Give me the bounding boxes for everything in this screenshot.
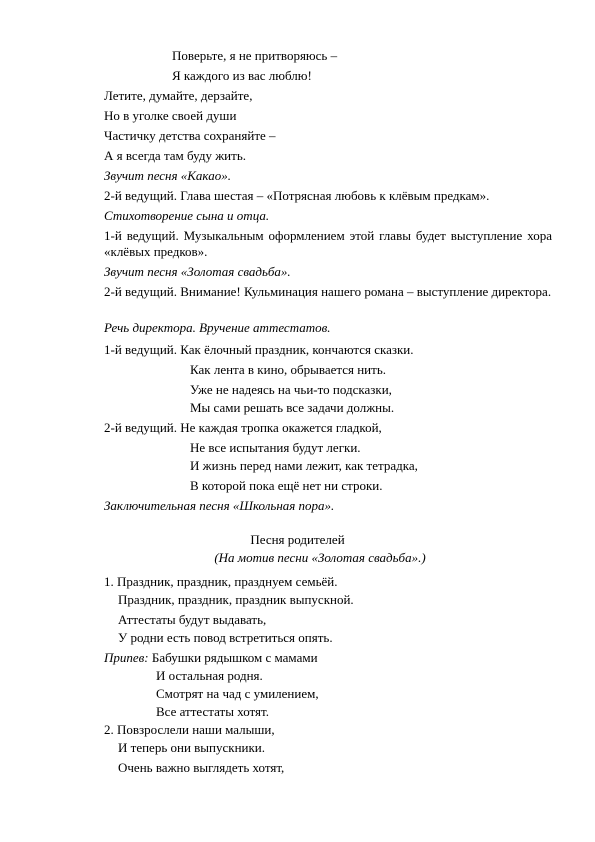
stage-direction: Стихотворение сына и отца. bbox=[104, 208, 270, 223]
chorus-text: Бабушки рядышком с мамами bbox=[148, 650, 318, 665]
poem-line: В которой пока ещё нет ни строки. bbox=[190, 478, 383, 493]
verse-line: У родни есть повод встретиться опять. bbox=[118, 630, 333, 645]
chorus-label: Припев: bbox=[104, 650, 149, 665]
host-label: 1-й ведущий. bbox=[104, 228, 179, 243]
poem-line: Поверьте, я не притворяюсь – bbox=[172, 48, 338, 63]
verse-line: Праздник, праздник, праздник выпускной. bbox=[118, 592, 354, 607]
poem-line: Как лента в кино, обрывается нить. bbox=[190, 362, 386, 377]
poem-line: Но в уголке своей души bbox=[104, 108, 237, 123]
chorus-line: Все аттестаты хотят. bbox=[156, 704, 269, 719]
poem-line: А я всегда там буду жить. bbox=[104, 148, 246, 163]
stage-direction: Заключительная песня «Школьная пора». bbox=[104, 498, 335, 513]
verse-line: 1. Праздник, праздник, празднуем семьёй. bbox=[104, 574, 338, 589]
chorus-line: И остальная родня. bbox=[156, 668, 263, 683]
verse-line: Аттестаты будут выдавать, bbox=[118, 612, 267, 627]
poem-line: Летите, думайте, дерзайте, bbox=[104, 88, 253, 103]
stage-direction: Речь директора. Вручение аттестатов. bbox=[104, 320, 331, 335]
host-label: 2-й ведущий. bbox=[104, 284, 177, 299]
host-text: Музыкальным оформлением этой главы будет выступление хора «клёвых предков». bbox=[104, 228, 552, 259]
verse-line: 2. Повзрослели наши малыши, bbox=[104, 722, 275, 737]
verse-line: Очень важно выглядеть хотят, bbox=[118, 760, 285, 775]
verse-line: И теперь они выпускники. bbox=[118, 740, 266, 755]
poem-line: Мы сами решать все задачи должны. bbox=[190, 400, 395, 415]
poem-line: Уже не надеясь на чьи-то подсказки, bbox=[190, 382, 392, 397]
song-subtitle: (На мотив песни «Золотая свадьба».) bbox=[214, 550, 426, 565]
poem-line: Частичку детства сохраняйте – bbox=[104, 128, 276, 143]
host-line: 2-й ведущий. Не каждая тропка окажется гладкой, bbox=[104, 420, 382, 435]
host-line: 1-й ведущий. Как ёлочный праздник, кончаются сказки. bbox=[104, 342, 414, 357]
host-line: 2-й ведущий. Глава шестая – «Потрясная любовь к клёвым предкам». bbox=[104, 188, 490, 203]
poem-line: И жизнь перед нами лежит, как тетрадка, bbox=[190, 458, 418, 473]
host-paragraph bbox=[104, 284, 552, 300]
poem-line: Я каждого из вас люблю! bbox=[172, 68, 312, 83]
poem-line: Не все испытания будут легки. bbox=[190, 440, 361, 455]
chorus-line: Смотрят на чад с умилением, bbox=[156, 686, 319, 701]
stage-direction: Звучит песня «Какао». bbox=[104, 168, 231, 183]
host-paragraph bbox=[104, 228, 552, 260]
chorus-first-line bbox=[104, 650, 318, 666]
host-text: Внимание! Кульминация нашего романа – выступление директора. bbox=[177, 284, 552, 299]
stage-direction: Звучит песня «Золотая свадьба». bbox=[104, 264, 291, 279]
song-title: Песня родителей bbox=[250, 532, 345, 547]
